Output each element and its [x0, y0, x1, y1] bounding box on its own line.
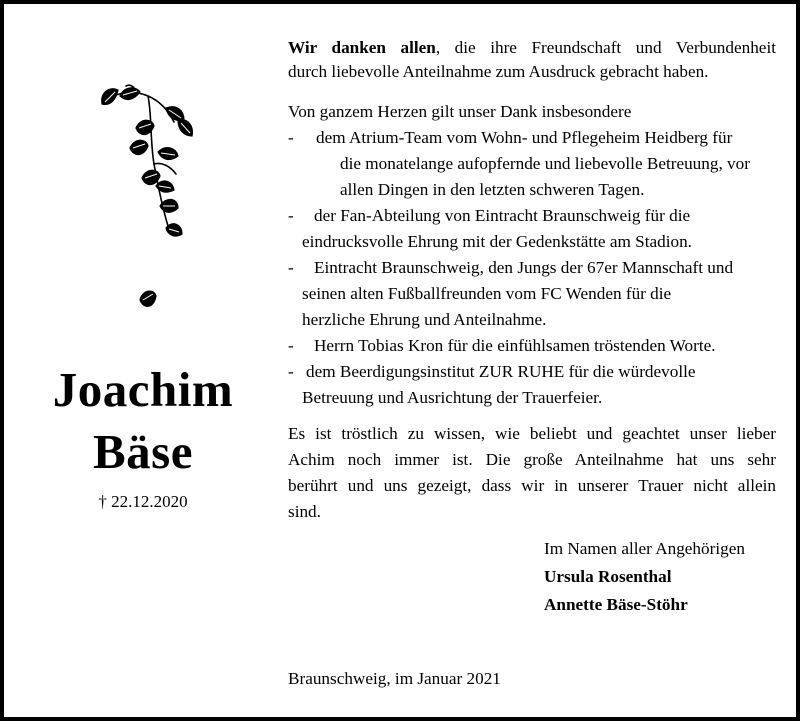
- deceased-first-name: Joachim: [52, 362, 234, 417]
- list-dash: -: [288, 336, 294, 355]
- list-dash: -: [288, 258, 294, 277]
- signature-name: Ursula Rosenthal: [544, 567, 672, 586]
- closing-line: berührt und uns gezeigt, dass wir in unserer Trauer nicht allein: [288, 476, 776, 495]
- list-item-continuation: Betreuung und Ausrichtung der Trauerfeier.: [302, 388, 603, 407]
- list-dash: -: [288, 362, 294, 381]
- list-item-text: Eintracht Braunschweig, den Jungs der 67er Mannschaft und: [314, 258, 734, 277]
- list-item: [288, 125, 776, 203]
- list-item: [288, 333, 776, 359]
- list-item-text: der Fan-Abteilung von Eintracht Braunschweig für die: [314, 206, 691, 225]
- intro-rest: , die ihre Freundschaft und Verbundenheit: [435, 38, 776, 57]
- intro-bold-lead: Wir danken allen: [288, 38, 436, 57]
- intro-line-2: durch liebevolle Anteilnahme zum Ausdruck gebracht haben.: [288, 62, 709, 81]
- memorial-column: [4, 4, 282, 717]
- list-item-continuation: die monatelange aufopfernde und liebevolle Betreuung, vor: [340, 154, 750, 173]
- signature-name: Annette Bäse-Stöhr: [544, 595, 688, 614]
- signature-block: [288, 535, 776, 619]
- list-item: [288, 359, 776, 411]
- thank-you-text: [288, 36, 776, 619]
- intro-line-1: [288, 36, 776, 60]
- closing-paragraph: [288, 421, 776, 525]
- list-dash: -: [288, 206, 294, 225]
- list-item: [288, 203, 776, 255]
- signature-intro: Im Namen aller Angehörigen: [544, 539, 745, 558]
- list-item-continuation: herzliche Ehrung und Anteilnahme.: [302, 310, 547, 329]
- deceased-last-name: Bäse: [93, 424, 193, 479]
- leafy-branch-icon: [96, 82, 200, 336]
- list-dash: -: [288, 128, 294, 147]
- list-item-text: Herrn Tobias Kron für die einfühlsamen tröstenden Worte.: [314, 336, 716, 355]
- list-item-continuation: allen Dingen in den letzten schweren Tagen.: [340, 180, 645, 199]
- closing-line: Achim noch immer ist. Die große Anteilnahme hat uns sehr: [288, 450, 776, 469]
- closing-line: Es ist tröstlich zu wissen, wie beliebt und geachtet unser lieber: [288, 424, 776, 443]
- thanks-list: [288, 125, 776, 411]
- list-item-text: dem Atrium-Team vom Wohn- und Pflegeheim Heidberg für: [316, 128, 733, 147]
- list-item: [288, 255, 776, 333]
- list-item-continuation: seinen alten Fußballfreunden vom FC Wenden für die: [302, 284, 672, 303]
- closing-line: sind.: [288, 502, 321, 521]
- list-item-text: dem Beerdigungsinstitut ZUR RUHE für die würdevolle: [306, 362, 696, 381]
- place-and-date: Braunschweig, im Januar 2021: [288, 669, 501, 688]
- list-item-continuation: eindrucksvolle Ehrung mit der Gedenkstätte am Stadion.: [302, 232, 692, 251]
- death-date: † 22.12.2020: [98, 492, 188, 511]
- thanks-heading: Von ganzem Herzen gilt unser Dank insbesondere: [288, 102, 632, 121]
